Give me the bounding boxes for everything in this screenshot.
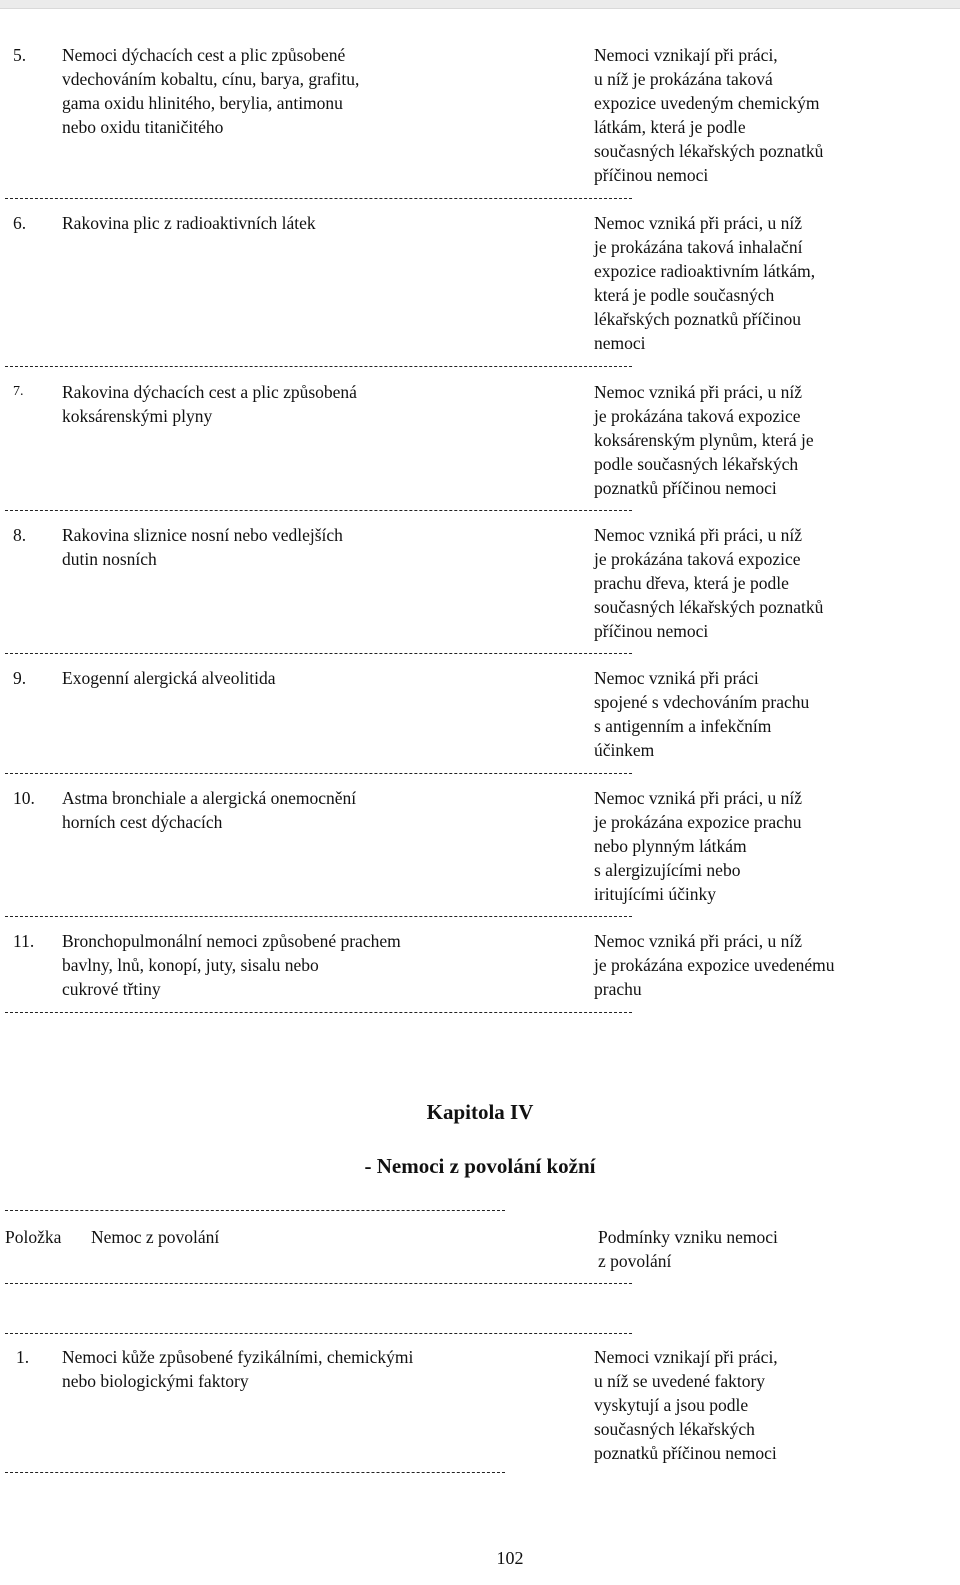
disease-name-line: nebo oxidu titaničitého [62,117,224,137]
condition-text-line: látkám, která je podle [594,117,746,137]
condition-text-line: účinkem [594,740,655,760]
disease-name-line: horních cest dýchacích [62,812,223,832]
condition-text-line: koksárenským plynům, která je [594,430,814,450]
disease-name-line: bavlny, lnů, konopí, juty, sisalu nebo [62,955,319,975]
row-separator [5,1333,632,1334]
condition-text-line: Nemoci vznikají při práci, [594,45,778,65]
condition-text-line: Nemoc vzniká při práci, u níž [594,382,802,402]
disease-name-line: Rakovina sliznice nosní nebo vedlejších [62,525,343,545]
condition-text-line: s alergizujícími nebo [594,860,741,880]
header-conditions-label: z povolání [598,1251,672,1271]
row-separator [5,773,632,774]
condition-text-line: prachu dřeva, která je podle [594,573,789,593]
row-separator [5,653,632,654]
disease-name-line: Rakovina plic z radioaktivních látek [62,213,316,233]
condition-text-line: je prokázána taková inhalační [594,237,803,257]
page-number: 102 [496,1548,524,1568]
chapter-subtitle: - Nemoci z povolání kožní [364,1154,596,1178]
disease-name-line: Nemoci kůže způsobené fyzikálními, chemickými [62,1347,414,1367]
condition-text-line: Nemoc vzniká při práci, u níž [594,931,802,951]
condition-text-line: která je podle současných [594,285,775,305]
condition-text-line: nebo plynným látkám [594,836,747,856]
disease-name-line: koksárenskými plyny [62,406,213,426]
item-number: 10. [13,788,35,808]
row-separator [5,366,632,367]
condition-text-line: současných lékařských [594,1419,755,1439]
condition-text-line: poznatků příčinou nemoci [594,1443,777,1463]
condition-text-line: vyskytují a jsou podle [594,1395,749,1415]
disease-name-line: Bronchopulmonální nemoci způsobené prachem [62,931,401,951]
disease-name-line: Exogenní alergická alveolitida [62,668,276,688]
condition-text-line: je prokázána expozice uvedenému [594,955,835,975]
condition-text-line: současných lékařských poznatků [594,141,824,161]
condition-text-line: nemoci [594,333,646,353]
item-number: 8. [13,525,27,545]
row-separator [5,198,632,199]
header-separator-bottom [5,1283,632,1284]
item-number: 7. [13,384,24,399]
header-item-label: Položka [5,1227,62,1247]
item-number: 11. [13,931,35,951]
disease-name-line: dutin nosních [62,549,157,569]
row-separator [5,1472,505,1473]
condition-text-line: Nemoci vznikají při práci, [594,1347,778,1367]
row-separator [5,510,632,511]
condition-text-line: spojené s vdechováním prachu [594,692,810,712]
item-number: 1. [16,1347,30,1367]
condition-text-line: Nemoc vzniká při práci [594,668,759,688]
disease-name-line: cukrové třtiny [62,979,161,999]
condition-text-line: expozice uvedeným chemickým [594,93,820,113]
row-separator [5,916,632,917]
item-number: 9. [13,668,27,688]
condition-text-line: iritujícími účinky [594,884,716,904]
header-conditions-label: Podmínky vzniku nemoci [598,1227,778,1247]
chapter-title: Kapitola IV [426,1100,534,1124]
condition-text-line: příčinou nemoci [594,621,709,641]
condition-text-line: prachu [594,979,642,999]
disease-name-line: gama oxidu hlinitého, berylia, antimonu [62,93,343,113]
item-number: 6. [13,213,27,233]
row-separator [5,1012,632,1013]
disease-name-line: Rakovina dýchacích cest a plic způsobená [62,382,357,402]
header-separator-top [5,1210,505,1211]
condition-text-line: Nemoc vzniká při práci, u níž [594,788,802,808]
condition-text-line: poznatků příčinou nemoci [594,478,777,498]
top-edge-bar [0,0,960,9]
condition-text-line: příčinou nemoci [594,165,709,185]
condition-text-line: expozice radioaktivním látkám, [594,261,816,281]
disease-name-line: vdechováním kobaltu, cínu, barya, grafitu, [62,69,360,89]
condition-text-line: lékařských poznatků příčinou [594,309,802,329]
item-number: 5. [13,45,27,65]
condition-text-line: je prokázána taková expozice [594,406,801,426]
condition-text-line: podle současných lékařských [594,454,799,474]
disease-name-line: Nemoci dýchacích cest a plic způsobené [62,45,346,65]
condition-text-line: je prokázána taková expozice [594,549,801,569]
condition-text-line: u níž se uvedené faktory [594,1371,766,1391]
disease-name-line: nebo biologickými faktory [62,1371,249,1391]
disease-name-line: Astma bronchiale a alergická onemocnění [62,788,357,808]
condition-text-line: s antigenním a infekčním [594,716,772,736]
header-disease-label: Nemoc z povolání [91,1227,220,1247]
condition-text-line: je prokázána expozice prachu [594,812,802,832]
condition-text-line: Nemoc vzniká při práci, u níž [594,525,802,545]
condition-text-line: Nemoc vzniká při práci, u níž [594,213,802,233]
condition-text-line: u níž je prokázána taková [594,69,773,89]
condition-text-line: současných lékařských poznatků [594,597,824,617]
